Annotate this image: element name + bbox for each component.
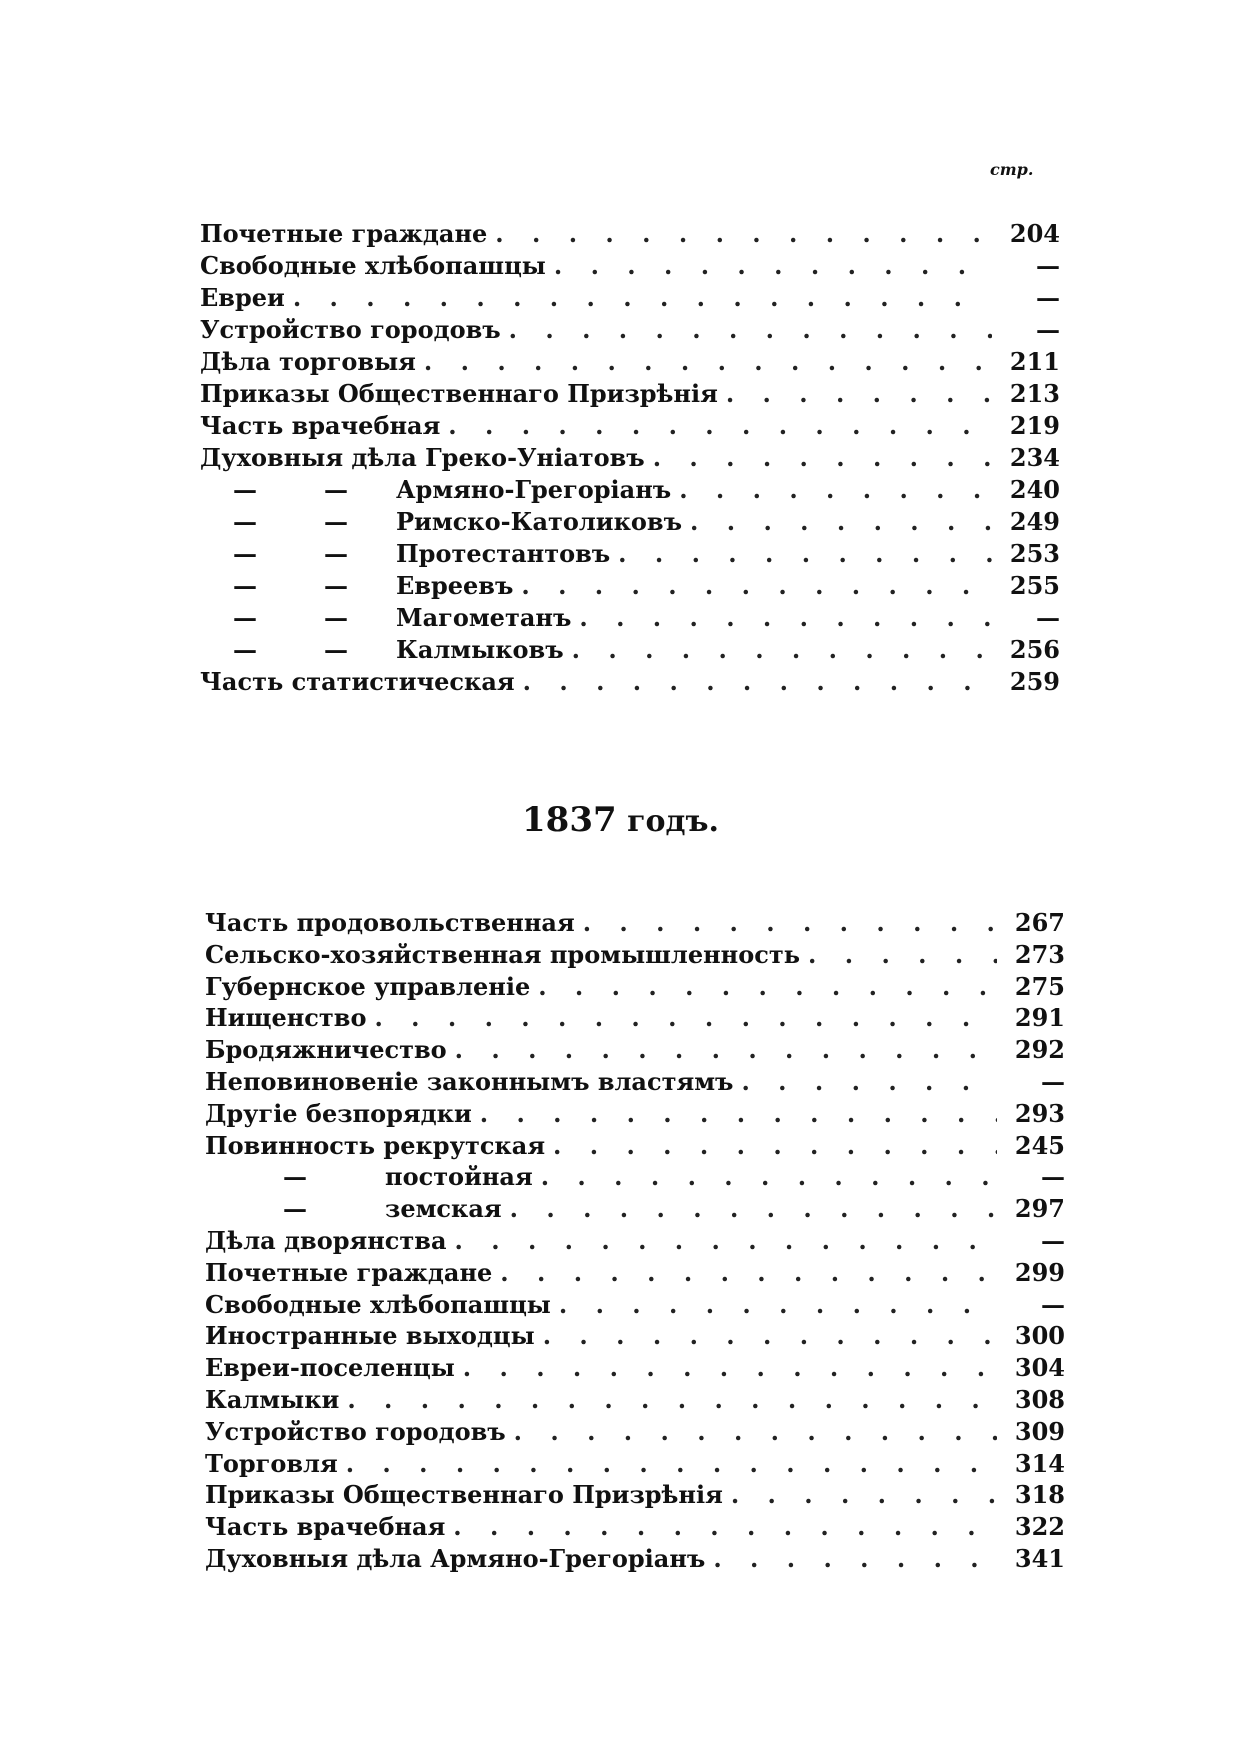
entry-page: — xyxy=(1041,1289,1065,1319)
entry-page: 245 xyxy=(1014,1130,1065,1160)
entry-page: 299 xyxy=(1014,1257,1065,1287)
entry-page: 267 xyxy=(1014,908,1065,937)
entry-title: Приказы Общественнаго Призрѣнія xyxy=(205,1480,723,1510)
entry-page: 256 xyxy=(1009,635,1060,664)
toc-entry xyxy=(200,602,1060,634)
entry-title: Повинность рекрутская xyxy=(205,1130,546,1160)
entry-title: Калмыковъ xyxy=(396,635,564,664)
toc-entry xyxy=(205,1002,1065,1034)
entry-page: 309 xyxy=(1014,1416,1065,1446)
entry-page: 292 xyxy=(1014,1035,1065,1065)
toc-entry xyxy=(200,410,1060,442)
entry-title: Другіе безпорядки xyxy=(205,1098,472,1128)
toc-entry xyxy=(200,570,1060,602)
entry-title: Римско-Католиковъ xyxy=(396,507,683,536)
entry-page: — xyxy=(1036,283,1060,312)
entry-page: 304 xyxy=(1014,1353,1065,1383)
toc-entry xyxy=(200,346,1060,378)
entry-page: 273 xyxy=(1014,939,1065,969)
toc-entry xyxy=(205,1034,1065,1066)
entry-title: Торговля xyxy=(205,1448,338,1478)
entry-title: Калмыки xyxy=(205,1384,340,1414)
toc-entry xyxy=(200,282,1060,314)
ditto-mark: — xyxy=(233,571,257,600)
toc-entry xyxy=(205,1193,1065,1225)
entry-page: 341 xyxy=(1014,1543,1065,1573)
entry-page: 255 xyxy=(1009,571,1060,600)
entry-page: 275 xyxy=(1014,971,1065,1001)
toc-entry xyxy=(200,314,1060,346)
toc-entry xyxy=(200,634,1060,666)
ditto-mark: — xyxy=(324,507,348,536)
entry-title: постойная xyxy=(385,1162,533,1192)
entry-title: Армяно-Грегоріанъ xyxy=(396,475,672,504)
ditto-mark: — xyxy=(283,1162,307,1192)
toc-entry xyxy=(205,1448,1065,1480)
toc-entry xyxy=(205,1257,1065,1289)
entry-page: 204 xyxy=(1009,219,1060,248)
entry-page: 219 xyxy=(1009,411,1060,440)
entry-title: Почетные граждане xyxy=(205,1257,493,1287)
toc-entry xyxy=(200,218,1060,250)
ditto-mark: — xyxy=(283,1194,307,1224)
year-number: 1837 xyxy=(522,800,617,840)
entry-title: Иностранные выходцы xyxy=(205,1321,535,1351)
year-heading xyxy=(0,800,1241,840)
ditto-mark: — xyxy=(324,475,348,504)
toc-entry xyxy=(200,378,1060,410)
entry-title: Свободные хлѣбопашцы xyxy=(200,251,546,280)
entry-title: Протестантовъ xyxy=(396,539,611,568)
ditto-mark: — xyxy=(324,539,348,568)
entry-page: — xyxy=(1041,1225,1065,1255)
entry-page: 300 xyxy=(1014,1321,1065,1351)
year-word: годъ. xyxy=(627,804,719,839)
toc-entry xyxy=(205,1352,1065,1384)
entry-title: Дѣла дворянства xyxy=(205,1225,447,1255)
toc-entry xyxy=(200,538,1060,570)
toc-section-2 xyxy=(205,907,1065,1575)
entry-page: 314 xyxy=(1014,1448,1065,1478)
entry-title: Приказы Общественнаго Призрѣнія xyxy=(200,379,718,408)
toc-entry xyxy=(200,666,1060,698)
entry-page: 308 xyxy=(1014,1384,1065,1414)
entry-page: — xyxy=(1036,315,1060,344)
entry-title: Часть статистическая xyxy=(200,667,515,696)
entry-title: Устройство городовъ xyxy=(200,315,501,344)
toc-entry xyxy=(200,442,1060,474)
entry-title: Свободные хлѣбопашцы xyxy=(205,1289,551,1319)
entry-page: 297 xyxy=(1014,1194,1065,1224)
entry-page: 249 xyxy=(1009,507,1060,536)
toc-entry xyxy=(205,1161,1065,1193)
toc-entry xyxy=(205,1130,1065,1162)
entry-page: — xyxy=(1036,603,1060,632)
entry-page: 293 xyxy=(1014,1098,1065,1128)
entry-title: Евреи xyxy=(200,283,285,312)
entry-title: Магометанъ xyxy=(396,603,572,632)
entry-title: Евреи-поселенцы xyxy=(205,1353,455,1383)
entry-page: — xyxy=(1036,251,1060,280)
entry-title: земская xyxy=(385,1194,502,1224)
ditto-mark: — xyxy=(233,539,257,568)
entry-page: 291 xyxy=(1014,1003,1065,1033)
entry-title: Духовныя дѣла Греко-Уніатовъ xyxy=(200,443,645,472)
toc-section-1 xyxy=(200,218,1060,698)
entry-page: 318 xyxy=(1014,1480,1065,1510)
entry-page: — xyxy=(1041,1162,1065,1192)
entry-title: Нищенство xyxy=(205,1003,367,1033)
entry-page: — xyxy=(1041,1066,1065,1096)
toc-entry xyxy=(205,1384,1065,1416)
toc-entry xyxy=(205,1289,1065,1321)
entry-title: Неповиновеніе законнымъ властямъ xyxy=(205,1066,734,1096)
ditto-mark: — xyxy=(233,475,257,504)
ditto-mark: — xyxy=(233,507,257,536)
toc-entry xyxy=(205,1225,1065,1257)
entry-title: Бродяжничество xyxy=(205,1035,447,1065)
toc-entry xyxy=(200,250,1060,282)
ditto-mark: — xyxy=(233,635,257,664)
entry-title: Почетные граждане xyxy=(200,219,488,248)
entry-page: 253 xyxy=(1009,539,1060,568)
entry-page: 211 xyxy=(1009,347,1060,376)
toc-entry xyxy=(205,1511,1065,1543)
ditto-mark: — xyxy=(324,635,348,664)
entry-title: Часть врачебная xyxy=(205,1512,446,1542)
entry-title: Часть продовольственная xyxy=(205,908,575,937)
entry-title: Губернское управленіе xyxy=(205,971,531,1001)
entry-page: 240 xyxy=(1009,475,1060,504)
toc-entry xyxy=(205,971,1065,1003)
entry-page: 322 xyxy=(1014,1512,1065,1542)
ditto-mark: — xyxy=(324,571,348,600)
entry-title: Часть врачебная xyxy=(200,411,441,440)
entry-title: Устройство городовъ xyxy=(205,1416,506,1446)
toc-entry xyxy=(205,1098,1065,1130)
toc-entry xyxy=(205,1066,1065,1098)
page-column-label: стр. xyxy=(990,160,1034,179)
toc-entry xyxy=(205,907,1065,939)
entry-title: Евреевъ xyxy=(396,571,514,600)
entry-title: Духовныя дѣла Армяно-Грегоріанъ xyxy=(205,1543,706,1573)
entry-title: Дѣла торговыя xyxy=(200,347,416,376)
ditto-mark: — xyxy=(324,603,348,632)
entry-title: Сельско-хозяйственная промышленность xyxy=(205,939,801,969)
toc-entry xyxy=(200,506,1060,538)
toc-entry xyxy=(205,1479,1065,1511)
ditto-mark: — xyxy=(233,603,257,632)
toc-entry xyxy=(205,939,1065,971)
toc-entry xyxy=(205,1416,1065,1448)
entry-page: 234 xyxy=(1009,443,1060,472)
toc-entry xyxy=(205,1320,1065,1352)
entry-page: 259 xyxy=(1009,667,1060,696)
toc-entry xyxy=(205,1543,1065,1575)
toc-entry xyxy=(200,474,1060,506)
entry-page: 213 xyxy=(1009,379,1060,408)
